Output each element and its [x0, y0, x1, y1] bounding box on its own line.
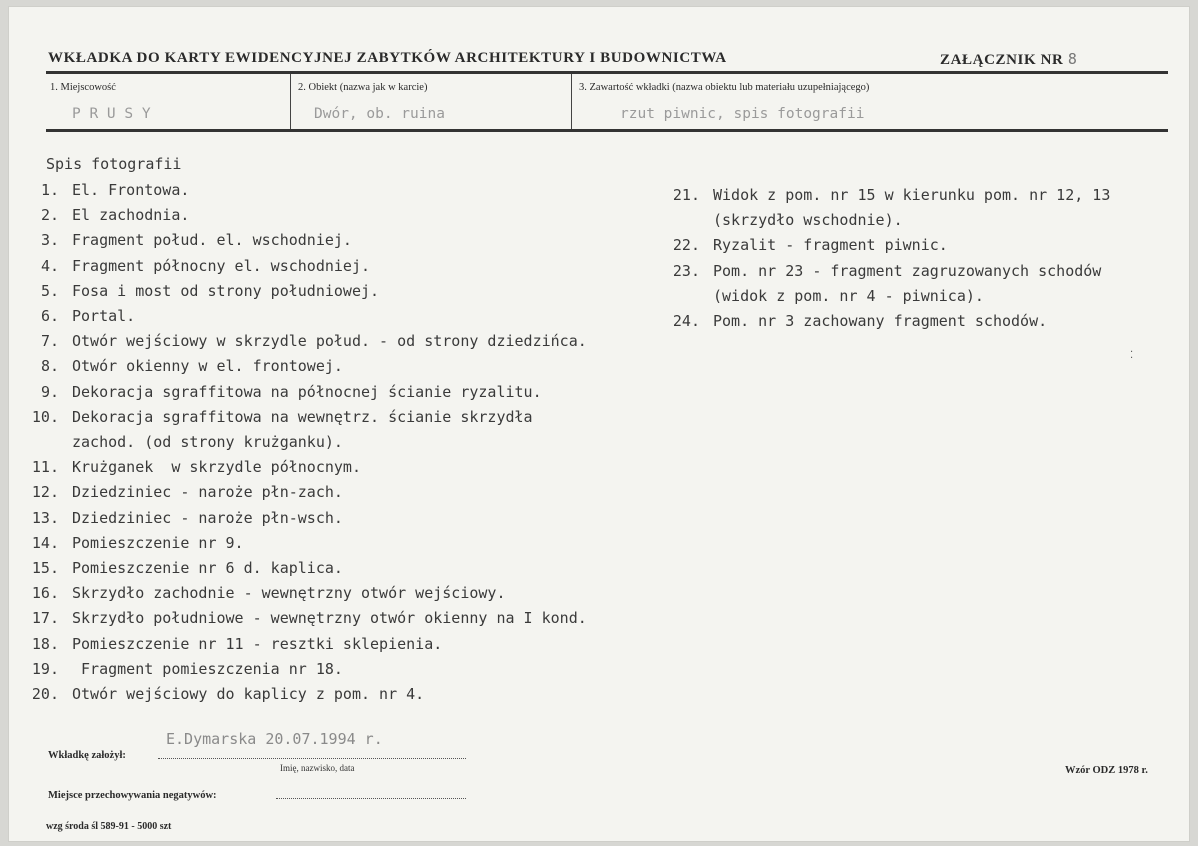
item-text: Pom. nr 3 zachowany fragment schodów. — [713, 312, 1048, 331]
field-divider-2 — [571, 74, 572, 129]
object-label: 2. Obiekt (nazwa jak w karcie) — [298, 82, 428, 93]
list-item — [30, 657, 587, 682]
locality-value: P R U S Y — [72, 106, 151, 122]
item-text: El. Frontowa. — [72, 181, 190, 199]
list-item — [30, 682, 587, 707]
item-number: 1. — [40, 181, 59, 199]
list-item — [30, 178, 587, 203]
list-item — [671, 183, 1110, 233]
list-item — [30, 606, 587, 631]
item-text: Widok z pom. nr 15 w kierunku pom. nr 12, 13 — [713, 186, 1111, 204]
item-text: Portal. — [72, 307, 136, 326]
list-item — [30, 556, 587, 581]
item-number: 14. — [31, 533, 59, 552]
item-text: Otwór okienny w el. frontowej. — [72, 357, 343, 376]
item-text: Dziedziniec - naroże płn-wsch. — [72, 508, 343, 527]
item-text: Pomieszczenie nr 9. — [72, 533, 244, 552]
list-item — [30, 632, 587, 657]
header-rule-top — [46, 71, 1168, 74]
item-number: 21. — [672, 186, 700, 204]
attachment-number — [940, 50, 1077, 69]
photo-list-right — [671, 183, 1110, 334]
record-card — [8, 6, 1190, 842]
list-item — [30, 203, 587, 228]
template-version: Wzór ODZ 1978 r. — [1065, 765, 1148, 776]
item-text-continued: zachod. (od strony krużganku). — [72, 433, 343, 452]
list-item — [30, 304, 587, 329]
list-item — [30, 480, 587, 505]
list-item — [30, 279, 587, 304]
item-text: Pomieszczenie nr 11 - resztki sklepienia. — [72, 634, 443, 653]
stray-mark: ⁚ — [1130, 350, 1134, 361]
list-item — [30, 405, 587, 455]
storage-line — [276, 798, 466, 799]
list-item — [30, 581, 587, 606]
item-number: 4. — [40, 256, 59, 275]
item-text: El zachodnia. — [72, 206, 190, 225]
item-text-continued: (skrzydło wschodnie). — [713, 211, 903, 230]
list-heading: Spis fotografii — [46, 155, 182, 173]
item-text: Pom. nr 23 - fragment zagruzowanych schodów — [713, 261, 1102, 280]
item-number: 6. — [40, 307, 59, 326]
photo-list-left — [30, 178, 587, 707]
list-item — [30, 506, 587, 531]
locality-label: 1. Miejscowość — [50, 82, 116, 93]
attachment-label: ZAŁĄCZNIK NR — [940, 52, 1064, 68]
item-number: 3. — [40, 231, 59, 250]
item-number: 9. — [40, 382, 59, 401]
list-item — [30, 380, 587, 405]
item-text: Dziedziniec - naroże płn-zach. — [72, 483, 343, 502]
form-title: WKŁADKA DO KARTY EWIDENCYJNEJ ZABYTKÓW ARCHITEKTURY I BUDOWNICTWA — [48, 50, 727, 66]
item-text: Pomieszczenie nr 6 d. kaplica. — [72, 559, 343, 578]
list-item — [30, 329, 587, 354]
item-text: Otwór wejściowy do kaplicy z pom. nr 4. — [72, 685, 425, 704]
header-rule-bottom — [46, 129, 1168, 132]
item-number: 7. — [40, 332, 59, 351]
item-number: 13. — [31, 508, 59, 527]
contents-value: rzut piwnic, spis fotografii — [620, 106, 865, 122]
list-item — [30, 254, 587, 279]
list-item — [30, 531, 587, 556]
item-number: 17. — [31, 609, 59, 628]
created-by-line — [158, 758, 466, 759]
item-text: Fragment połud. el. wschodniej. — [72, 231, 352, 250]
item-number: 11. — [31, 458, 59, 477]
field-divider-1 — [290, 74, 291, 129]
item-text: Dekoracja sgraffitowa na wewnętrz. ścianie skrzydła — [72, 407, 533, 426]
created-by-label: Wkładkę założył: — [48, 750, 126, 761]
item-number: 16. — [31, 584, 59, 603]
contents-label: 3. Zawartość wkładki (nazwa obiektu lub materiału uzupełniającego) — [579, 82, 870, 93]
item-number: 18. — [31, 634, 59, 653]
storage-label: Miejsce przechowywania negatywów: — [48, 790, 217, 801]
attachment-number-value: 8 — [1067, 50, 1078, 68]
object-value: Dwór, ob. ruina — [314, 106, 445, 122]
item-text: Ryzalit - fragment piwnic. — [713, 236, 948, 255]
item-text-continued: (widok z pom. nr 4 - piwnica). — [713, 286, 984, 305]
item-text: Skrzydło południowe - wewnętrzny otwór okienny na I kond. — [72, 609, 587, 628]
print-info: wzg środa śl 589-91 - 5000 szt — [46, 821, 172, 832]
item-text: Krużganek w skrzydle północnym. — [72, 458, 361, 477]
list-item — [671, 259, 1110, 309]
item-number: 23. — [672, 261, 700, 280]
item-number: 8. — [40, 357, 59, 376]
item-number: 22. — [672, 236, 700, 255]
item-text: Otwór wejściowy w skrzydle połud. - od strony dziedzińca. — [72, 332, 587, 351]
item-number: 12. — [31, 483, 59, 502]
created-by-caption: Imię, nazwisko, data — [280, 763, 355, 773]
list-item — [30, 455, 587, 480]
item-number: 24. — [672, 312, 700, 331]
item-number: 2. — [40, 206, 59, 225]
item-number: 19. — [31, 659, 59, 678]
item-number: 10. — [31, 407, 59, 426]
list-item — [671, 233, 1110, 258]
item-number: 5. — [40, 281, 59, 300]
item-text: Fragment pomieszczenia nr 18. — [72, 659, 343, 678]
item-number: 20. — [31, 685, 59, 704]
item-number: 15. — [31, 559, 59, 578]
list-item — [30, 228, 587, 253]
created-by-value: E.Dymarska 20.07.1994 r. — [166, 730, 383, 748]
item-text: Fragment północny el. wschodniej. — [72, 256, 371, 275]
list-item — [30, 354, 587, 379]
item-text: Fosa i most od strony południowej. — [72, 281, 380, 300]
list-item — [671, 309, 1110, 334]
item-text: Skrzydło zachodnie - wewnętrzny otwór wejściowy. — [72, 584, 506, 603]
item-text: Dekoracja sgraffitowa na północnej ścianie ryzalitu. — [72, 382, 542, 401]
